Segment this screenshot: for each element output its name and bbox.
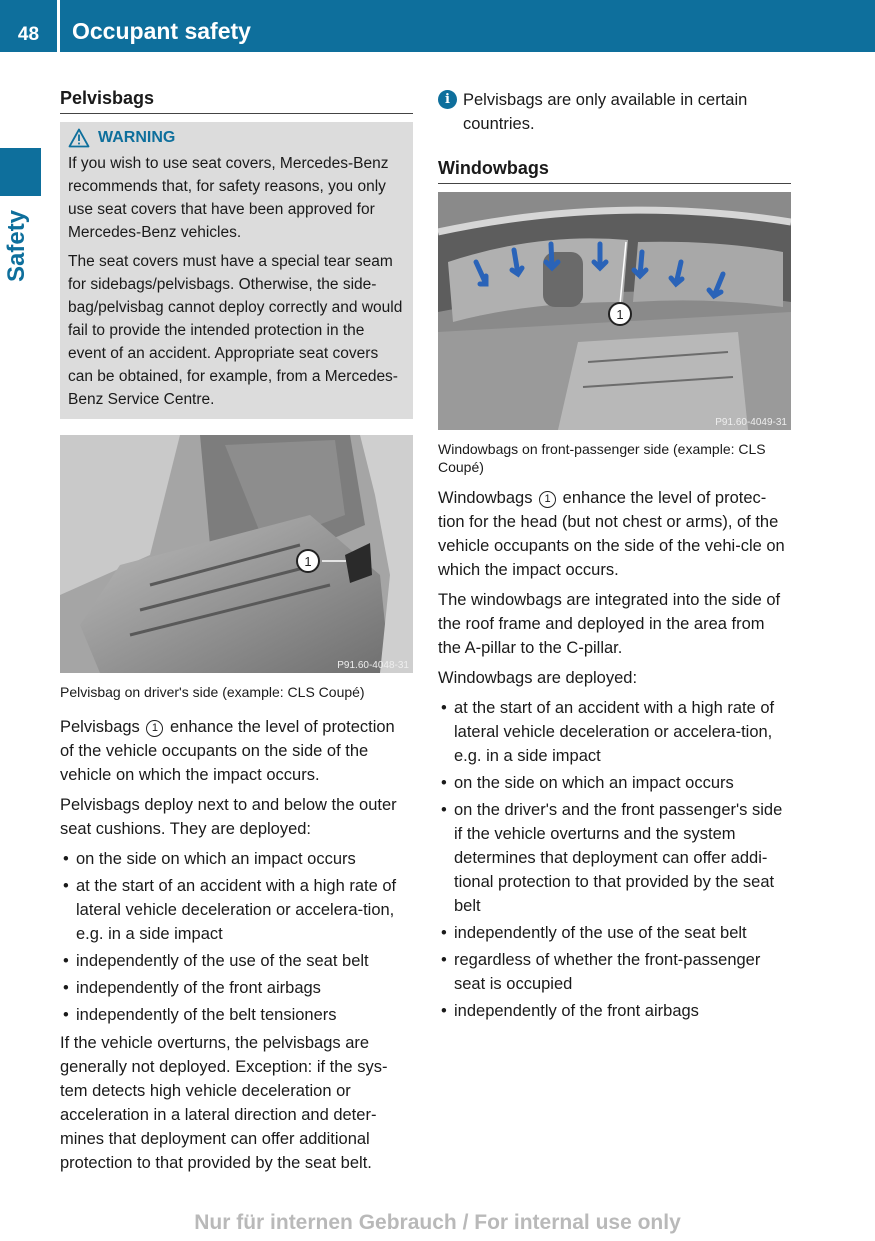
body-paragraph: Windowbags are deployed: (438, 669, 638, 687)
figure-code: P91.60-4048-31 (337, 660, 409, 671)
page-number: 48 (17, 24, 40, 45)
body-paragraph (438, 486, 791, 582)
list-item: • independently of the front airbags (438, 999, 791, 1023)
warning-box (60, 122, 413, 419)
figure-caption: Pelvisbag on driver's side (example: CLS Coupé) (60, 684, 365, 700)
warning-paragraph: The seat covers must have a special tear seam for sidebags/pelvisbags. Otherwise, the side-bag/pelvisbag cannot deploy correctly and would fail to provide the intended protection in the event of an accident. Appropriate seat covers can be obtained, for example, from a Mercedes-Benz Service Centre. (68, 253, 403, 408)
deployment-list (438, 696, 791, 1023)
list-item: • on the side on which an impact occurs (60, 847, 413, 871)
seat-illustration (60, 435, 413, 673)
figure-callout-1: 1 (616, 307, 624, 322)
list-item: • at the start of an accident with a high rate of lateral vehicle deceleration or accelera-tion, e.g. in a side impact (438, 696, 791, 768)
footer-watermark: Nur für internen Gebrauch / For internal use only (194, 1211, 681, 1234)
list-item: • independently of the front airbags (60, 976, 413, 1000)
list-item: • independently of the use of the seat belt (60, 949, 413, 973)
text-run: Pelvisbags (60, 718, 140, 736)
left-column (60, 88, 413, 1181)
info-icon: i (438, 90, 457, 109)
figure-callout-1: 1 (304, 554, 312, 569)
list-item: • regardless of whether the front-passenger seat is occupied (438, 948, 791, 996)
list-item: • at the start of an accident with a high rate of lateral vehicle deceleration or accelera-tion, e.g. in a side impact (60, 874, 413, 946)
list-item: • on the driver's and the front passenger's side if the vehicle overturns and the system determines that deployment can offer addi-tional protection to that provided by the seat belt (438, 798, 791, 918)
list-item: • on the side on which an impact occurs (438, 771, 791, 795)
deployment-list (60, 847, 413, 1027)
figure-code: P91.60-4049-31 (715, 417, 787, 428)
figure-caption: Windowbags on front-passenger side (example: CLS Coupé) (438, 441, 766, 475)
text-run: enhance the level of protec-tion for the head (but not chest or arms), of the vehicle occupants on the side of the vehi-cle on which the impact occurs. (438, 489, 785, 579)
header-divider (57, 0, 60, 52)
chapter-title: Occupant safety (72, 18, 251, 44)
section-heading-windowbags: Windowbags (438, 158, 791, 184)
header-bar (0, 0, 875, 52)
callout-1-marker: 1 (146, 720, 163, 737)
side-tab-label: Safety (3, 209, 30, 282)
section-heading-pelvisbags: Pelvisbags (60, 88, 413, 114)
right-column (438, 88, 791, 1027)
text-run: enhance the level of protection of the vehicle occupants on the side of the vehicle on which the impact occurs. (60, 718, 395, 784)
list-item: • independently of the belt tensioners (60, 1003, 413, 1027)
text-run: Windowbags (438, 489, 533, 507)
windowbag-figure (438, 192, 791, 430)
side-tab-marker (0, 148, 41, 196)
info-text: Pelvisbags are only available in certain countries. (463, 91, 748, 133)
pelvisbag-figure (60, 435, 413, 673)
body-paragraph: If the vehicle overturns, the pelvisbags are generally not deployed. Exception: if the sys-tem detects high vehicle deceleration or acceleration in a lateral direction and deter-mines that deployment can offer additional protection to that provided by the seat belt. (60, 1034, 388, 1172)
info-note (438, 88, 791, 136)
body-paragraph (60, 715, 413, 787)
windowbag-illustration (438, 192, 791, 430)
warning-title (68, 128, 405, 148)
body-paragraph: Pelvisbags deploy next to and below the outer seat cushions. They are deployed: (60, 796, 397, 838)
warning-paragraph: If you wish to use seat covers, Mercedes-Benz recommends that, for safety reasons, you only use seat covers that have been approved for Mercedes-Benz vehicles. (68, 155, 389, 241)
body-paragraph: The windowbags are integrated into the side of the roof frame and deployed in the area from the A-pillar to the C-pillar. (438, 591, 781, 657)
list-item: • independently of the use of the seat belt (438, 921, 791, 945)
warning-triangle-icon (68, 128, 90, 148)
warning-label: WARNING (98, 129, 176, 146)
callout-1-marker: 1 (539, 491, 556, 508)
